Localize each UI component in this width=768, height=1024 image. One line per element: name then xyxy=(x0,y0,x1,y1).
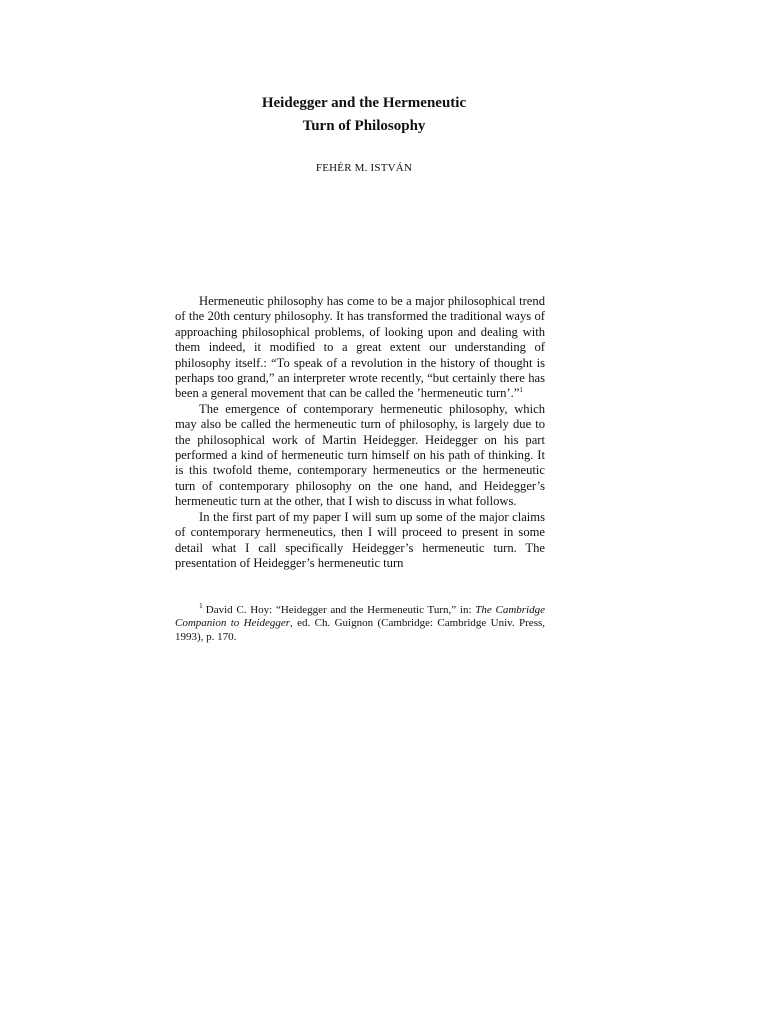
paragraph-2: The emergence of contemporary hermeneutic philosophy, which may also be called the hermeneutic turn of philosophy, is largely due to the philosophical work of Martin Heidegger. Heidegger on his part performed a kind of hermeneutic turn himself on his path of thinking. It is this twofold theme, contemporary hermeneutics or the hermeneutic turn of contemporary philosophy on the one hand, and Heidegger’s hermeneutic turn at the other, that I wish to discuss in what follows. xyxy=(175,401,545,509)
footnote-text-after: , ed. Ch. Guignon (Cambridge: Cambridge Univ. Press, 1993), p. 170. xyxy=(175,617,546,643)
footnote xyxy=(175,601,546,644)
article-title xyxy=(0,92,728,138)
body-text xyxy=(175,294,545,571)
footnote-number: 1 xyxy=(199,601,203,611)
author-name: FEHÉR M. ISTVÁN xyxy=(315,162,413,174)
footnote-book-title: The Cambridge Companion to Heidegger xyxy=(175,604,545,630)
article-title-line-2: Turn of Philosophy xyxy=(302,118,426,134)
paragraph-3: In the first part of my paper I will sum up some of the major claims of contemporary hermeneutics, then I will proceed to present in some detail what I call specifically Heidegger’s hermeneutic turn. The presentation of Heidegger’s hermeneutic turn xyxy=(175,509,545,570)
footnote-reference: 1 xyxy=(519,386,523,395)
footnote-text-before: David C. Hoy: “Heidegger and the Hermeneutic Turn,” in: xyxy=(205,604,476,616)
article-title-line-1: Heidegger and the Hermeneutic xyxy=(261,95,467,111)
paragraph-1-text: Hermeneutic philosophy has come to be a major philosophical trend of the 20th century philosophy. It has transformed the traditional ways of approaching philosophical problems, of looking upon and dealing with them indeed, it modified to a great extent our understanding of philosophy itself.: “To speak of a revolution in the history of thought is perhaps too grand,” an interpreter wrote recently, “but certainly there has been a general movement that can be called the ’hermeneutic turn’.” xyxy=(175,294,545,401)
paragraph-1 xyxy=(175,294,545,402)
